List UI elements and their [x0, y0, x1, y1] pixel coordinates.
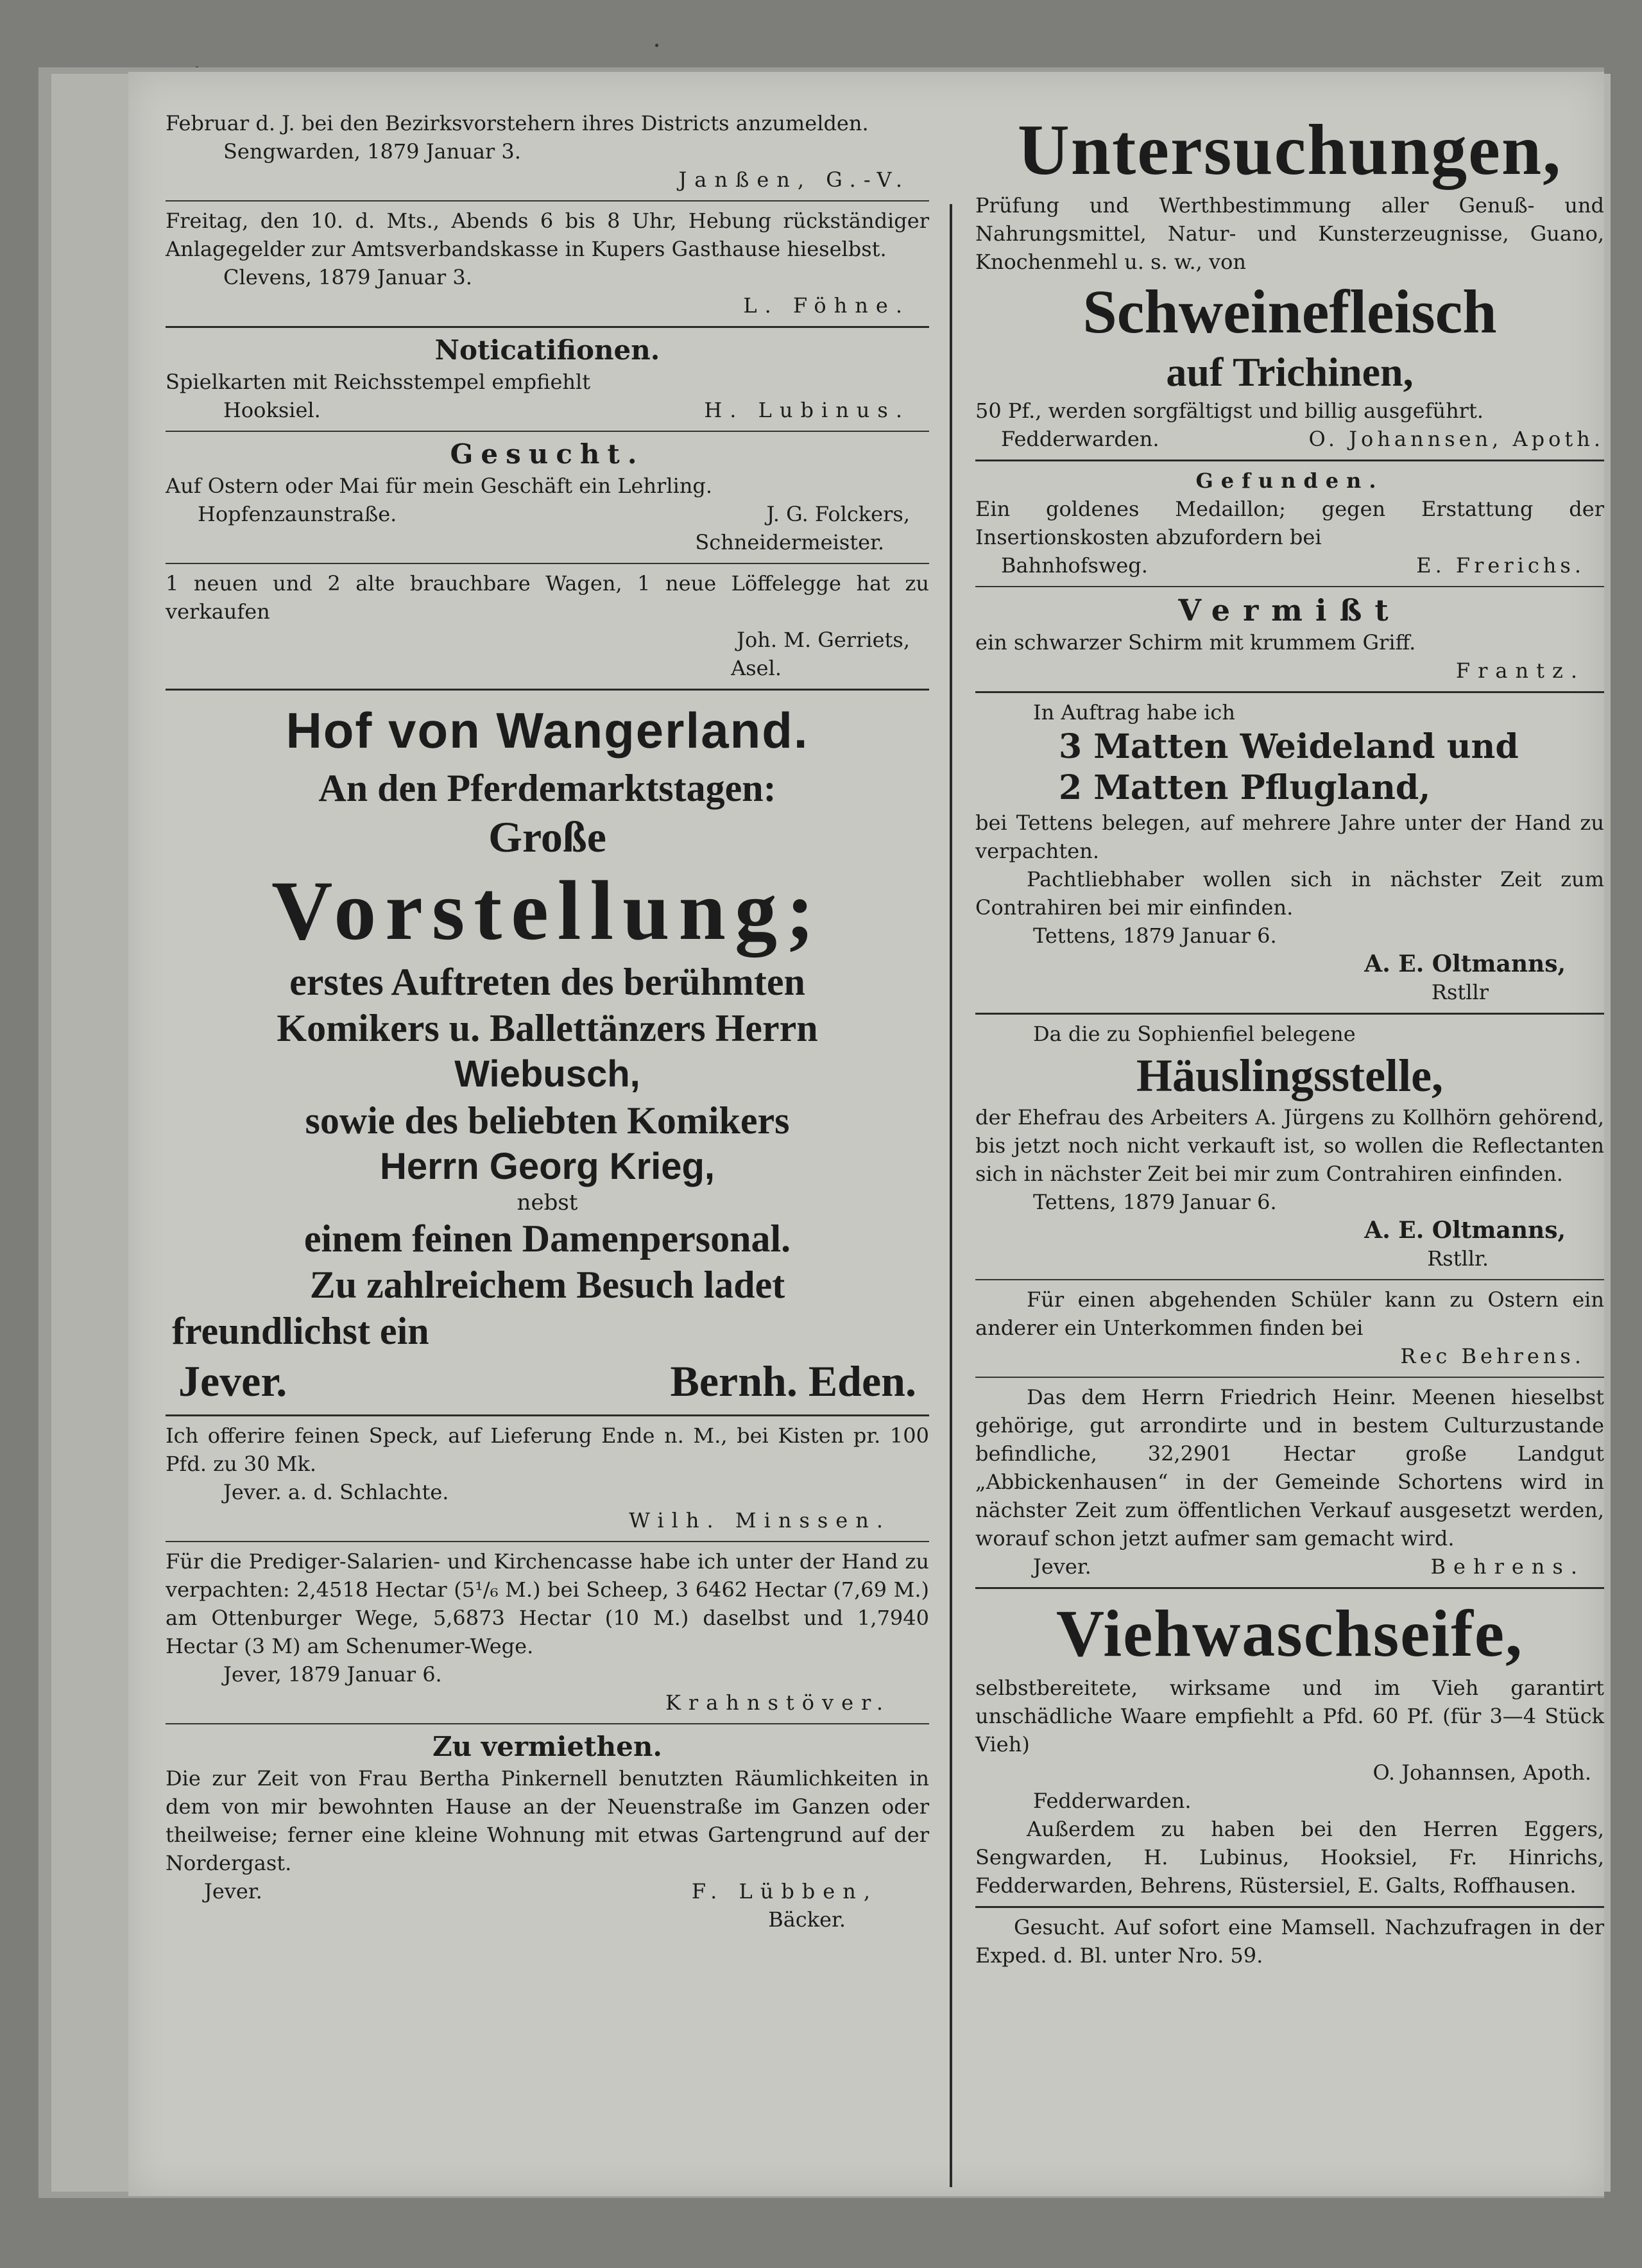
divider: [975, 1377, 1604, 1378]
ad-bezirk: [166, 109, 929, 194]
ad-signer: A. E. Oltmanns,: [1364, 950, 1566, 977]
ad-text: Für einen abgehenden Schüler kann zu Ostern ein anderer ein Unterkommen finden bei: [975, 1287, 1604, 1340]
ad-kirchencasse: [166, 1547, 929, 1717]
ad-text: Prüfung und Werthbestimmung aller Genuß- und Nahrungsmittel, Natur- und Kunsterzeugnisse, Guano, Knochenmehl u. s. w., von: [975, 193, 1604, 274]
ad-headline: 2 Matten Pflugland,: [1059, 768, 1431, 807]
ad-hof-von-wangerland: [166, 696, 929, 1408]
ad-text: ein schwarzer Schirm mit krummem Griff.: [975, 630, 1416, 655]
ad-title: Zu vermiethen.: [432, 1731, 662, 1762]
ad-gefunden: [975, 467, 1604, 580]
ad-hebung: [166, 207, 929, 320]
ad-text: Februar d. J. bei den Bezirksvorstehern ihres Districts anzumelden.: [166, 111, 869, 135]
ad-text: 1 neuen und 2 alte brauchbare Wagen, 1 neue Löffelegge hat zu verkaufen: [166, 571, 929, 624]
divider: [975, 1906, 1604, 1908]
ad-wagen: [166, 569, 929, 682]
ad-untersuchungen: [975, 109, 1604, 453]
hof-line: einem feinen Damenpersonal.: [304, 1217, 791, 1260]
ad-place: Fedderwarden.: [1001, 427, 1159, 451]
divider: [166, 1541, 929, 1542]
ad-signer: F. Lübben,: [691, 1879, 878, 1903]
ad-signer: Frantz.: [1455, 658, 1585, 683]
ad-vermisst: [975, 592, 1604, 685]
divider: [975, 1013, 1604, 1015]
divider: [975, 691, 1604, 693]
ad-signer-title: Bäcker.: [768, 1907, 846, 1932]
ad-headline: 3 Matten Weideland und: [1059, 727, 1519, 766]
ad-text: Außerdem zu haben bei den Herren Eggers, Sengwarden, H. Lubinus, Hooksiel, Fr. Hinrichs, Fedderwarden, Behrens, Rüstersiel, E. Galts, Roffhausen.: [975, 1817, 1604, 1898]
divider: [166, 200, 929, 202]
ad-signer: Behrens.: [1430, 1554, 1585, 1579]
ad-signature-row: [975, 425, 1604, 453]
divider: [166, 1723, 929, 1724]
ad-matten: [975, 698, 1604, 1006]
ad-viehwaschseife: [975, 1594, 1604, 1900]
hof-line: freundlichst ein: [172, 1310, 429, 1352]
ad-text: bei Tettens belegen, auf mehrere Jahre unter der Hand zu verpachten.: [975, 811, 1604, 863]
hof-line: Große: [488, 812, 606, 861]
hof-place: Jever.: [178, 1357, 287, 1405]
ad-schueler: [975, 1285, 1604, 1370]
ad-gesucht-lehrling: [166, 437, 929, 556]
ad-signer: E. Frerichs.: [1416, 553, 1585, 578]
ad-signer-title: Rstllr.: [1427, 1246, 1489, 1271]
ad-text: Freitag, den 10. d. Mts., Abends 6 bis 8 Uhr, Hebung rückständiger Anlagegelder zur Amtsverbandskasse in Kupers Gasthause hieselbst.: [166, 209, 929, 261]
ad-text: Auf Ostern oder Mai für mein Geschäft ein Lehrling.: [166, 474, 713, 498]
ad-place: Clevens, 1879 Januar 3.: [223, 265, 472, 289]
ad-place: Sengwarden, 1879 Januar 3.: [223, 139, 521, 164]
ad-title: Gesucht.: [450, 438, 645, 470]
divider: [975, 586, 1604, 587]
ad-headline: Viehwaschseife,: [1056, 1597, 1524, 1671]
right-column: [975, 109, 1604, 1970]
ad-headline: Häuslingsstelle,: [1136, 1050, 1444, 1101]
ad-signer: Rec Behrens.: [1400, 1344, 1585, 1368]
ad-speck: [166, 1422, 929, 1534]
ad-signature-row: [975, 551, 1604, 580]
hof-signer: Bernh. Eden.: [670, 1357, 916, 1405]
ad-intro: Da die zu Sophienfiel belegene: [1033, 1022, 1356, 1046]
ad-text: Gesucht. Auf sofort eine Mamsell. Nachzufragen in der Exped. d. Bl. unter Nro. 59.: [975, 1915, 1604, 1968]
ad-haeuslingsstelle: [975, 1020, 1604, 1273]
hof-title: Hof von Wangerland.: [286, 702, 809, 759]
hof-line: sowie des beliebten Komikers: [305, 1099, 790, 1142]
ad-signer: Janßen, G.-V.: [678, 168, 910, 192]
ad-text: Spielkarten mit Reichsstempel empfiehlt: [166, 370, 591, 394]
ad-signer-title: Rstllr: [1431, 980, 1489, 1004]
ad-text: Ich offerire feinen Speck, auf Lieferung Ende n. M., bei Kisten pr. 100 Pfd. zu 30 Mk.: [166, 1423, 929, 1476]
ad-signer: Wilh. Minssen.: [629, 1508, 891, 1533]
ad-title: Vermißt: [1178, 593, 1401, 628]
ad-place: Jever.: [204, 1879, 262, 1903]
ad-signer: J. G. Folckers,: [766, 502, 910, 526]
divider: [166, 1414, 929, 1416]
ad-signer: O. Johannsen, Apoth.: [1373, 1760, 1591, 1785]
ad-signature-row: [166, 396, 929, 424]
ad-headline: Untersuchungen,: [1017, 110, 1562, 190]
ad-landgut: [975, 1383, 1604, 1581]
ad-text: Das dem Herrn Friedrich Heinr. Meenen hieselbst gehörige, gut arrondirte und in bestem Culturzustande befindliche, 32,2901 Hectar große Landgut „Abbickenhausen“ in der Gemeinde Schortens wird in nächster Zeit zum öffentlichen Verkauf ausgesetzt werden, worauf schon jetzt aufmer sam gemacht wird.: [975, 1385, 1604, 1551]
ad-text: selbstbereitete, wirksame und im Vieh garantirt unschädliche Waare empfiehlt a Pfd. 60 Pf. (für 3—4 Stück Vieh): [975, 1676, 1604, 1757]
divider: [166, 563, 929, 564]
ad-text: Ein goldenes Medaillon; gegen Erstattung der Insertionskosten abzufordern bei: [975, 497, 1604, 549]
hof-signature-row: [166, 1354, 929, 1408]
ad-place: Jever.: [1033, 1554, 1091, 1579]
ad-signer: A. E. Oltmanns,: [1364, 1217, 1566, 1244]
ad-spielkarten: [166, 333, 929, 424]
ad-text: Die zur Zeit von Frau Bertha Pinkernell benutzten Räumlichkeiten in dem von mir bewohnten Hause an der Neuenstraße im Ganzen oder theilweise; ferner eine kleine Wohnung mit etwas Gartengrund auf der Nordergast.: [166, 1766, 929, 1875]
ad-signature-row: [975, 1552, 1604, 1581]
ad-signer: H. Lubinus.: [704, 398, 910, 422]
ad-text: Pachtliebhaber wollen sich in nächster Zeit zum Contrahiren bei mir einfinden.: [975, 867, 1604, 920]
ad-intro: In Auftrag habe ich: [1033, 700, 1235, 725]
ad-signer: Krahnstöver.: [665, 1690, 891, 1715]
ad-title: Noticatifionen.: [434, 334, 660, 366]
ad-place: Hopfenzaunstraße.: [198, 502, 397, 526]
divider: [166, 689, 929, 691]
hof-name: Wiebusch,: [454, 1053, 640, 1095]
left-column: [166, 109, 929, 1934]
hof-line: nebst: [517, 1190, 578, 1216]
ad-signature-row: [166, 1877, 929, 1905]
ad-place: Fedderwarden.: [1033, 1789, 1192, 1813]
ad-headline-3: auf Trichinen,: [1166, 349, 1414, 395]
hof-line: An den Pferdemarktstagen:: [318, 767, 776, 809]
column-divider: [950, 204, 952, 2187]
ad-text: Für die Prediger-Salarien- und Kirchencasse habe ich unter der Hand zu verpachten: 2,4518 Hectar (5¹/₆ M.) bei Scheep, 3 6462 Hectar (7,69 M.) am Ottenburger Wege, 5,6873 Hectar (10 M.) daselbst und 1,7940 Hectar (3 M) am Schenumer-Wege.: [166, 1549, 929, 1658]
ad-signer-title: Schneidermeister.: [695, 530, 884, 554]
ad-signer-place: Asel.: [731, 656, 782, 680]
divider: [975, 1279, 1604, 1280]
ad-signer: O. Johannsen, Apoth.: [1308, 427, 1604, 451]
hof-line: Zu zahlreichem Besuch ladet: [309, 1264, 785, 1306]
ad-title: Gefunden.: [1195, 468, 1384, 493]
hof-name: Herrn Georg Krieg,: [379, 1146, 715, 1187]
divider: [975, 460, 1604, 461]
ad-place: Jever. a. d. Schlachte.: [223, 1480, 449, 1504]
divider: [166, 431, 929, 432]
ad-place: Tettens, 1879 Januar 6.: [1033, 1190, 1277, 1214]
hof-line: erstes Auftreten des berühmten: [289, 961, 805, 1003]
ad-place: Jever, 1879 Januar 6.: [223, 1662, 442, 1687]
ad-text: 50 Pf., werden sorgfältigst und billig ausgeführt.: [975, 399, 1484, 423]
ad-place: Bahnhofsweg.: [1001, 553, 1148, 578]
ad-place: Tettens, 1879 Januar 6.: [1033, 924, 1277, 948]
ad-headline-2: Schweinefleisch: [1082, 277, 1497, 346]
hof-headline: Vorstellung;: [271, 863, 823, 958]
ad-mamsell: [975, 1913, 1604, 1970]
ad-place: Hooksiel.: [223, 398, 321, 422]
ad-signer: L. Föhne.: [743, 293, 910, 318]
ad-zu-vermiethen: [166, 1730, 929, 1934]
ad-signer: Joh. M. Gerriets,: [737, 628, 910, 652]
hof-line: Komikers u. Ballettänzers Herrn: [277, 1007, 818, 1049]
ad-text: der Ehefrau des Arbeiters A. Jürgens zu Kollhörn gehörend, bis jetzt noch nicht verkauft ist, so wollen die Reflectanten sich in nächster Zeit bei mir zum Contrahiren einfinden.: [975, 1105, 1604, 1186]
divider: [975, 1587, 1604, 1589]
divider: [166, 326, 929, 328]
ad-signature-row: [166, 500, 929, 528]
